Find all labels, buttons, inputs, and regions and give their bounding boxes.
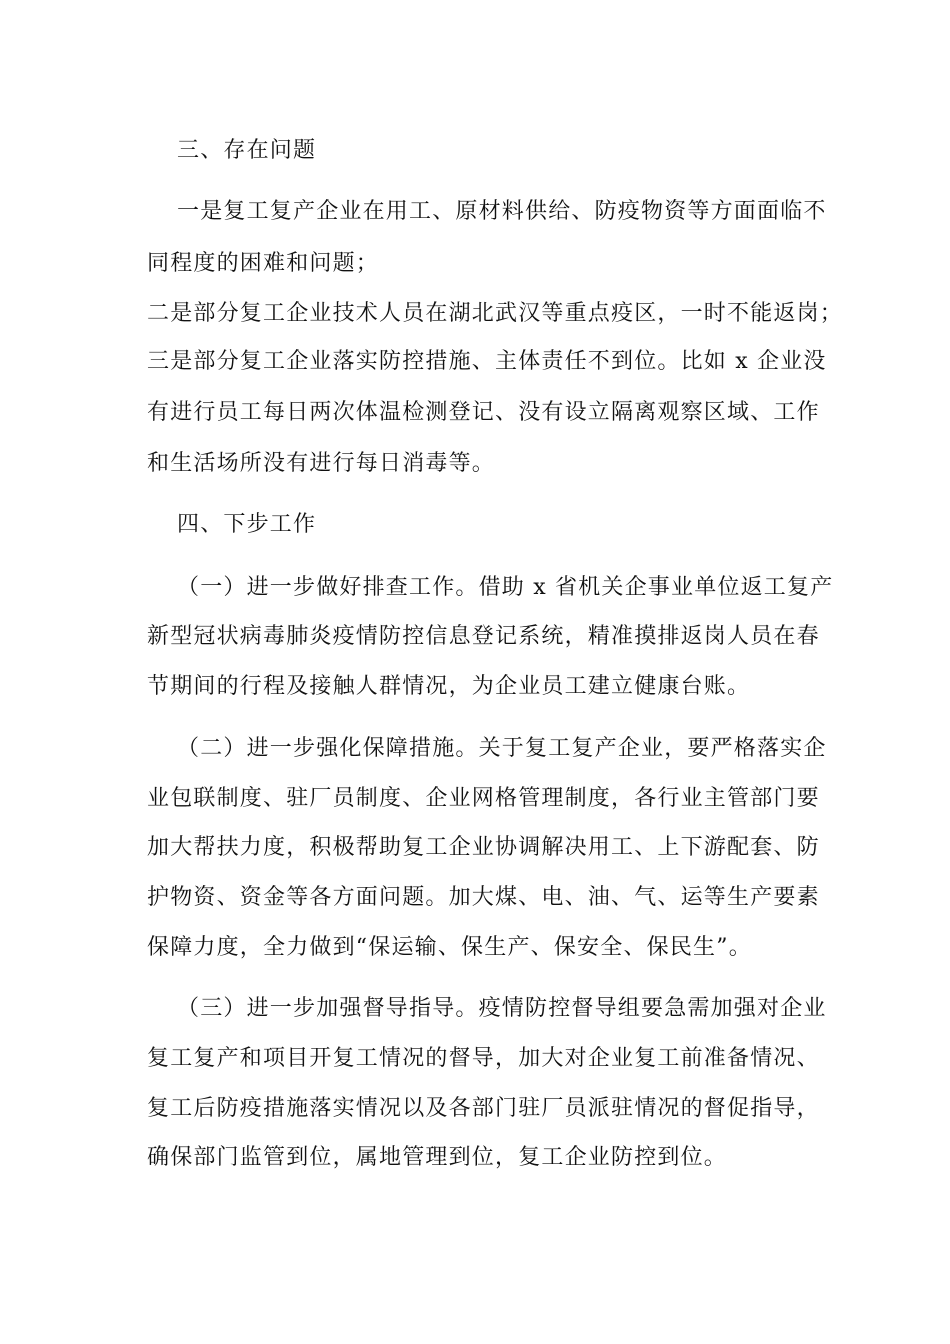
- text-line: 新型冠状病毒肺炎疫情防控信息登记系统，精准摸排返岗人员在春: [147, 624, 820, 649]
- text-line: 加大帮扶力度，积极帮助复工企业协调解决用工、上下游配套、防: [147, 835, 820, 860]
- text-line: 复工后防疫措施落实情况以及各部门驻厂员派驻情况的督促指导，: [147, 1096, 820, 1121]
- section-heading-problems: 三、存在问题: [177, 138, 317, 163]
- text-line: 业包联制度、驻厂员制度、企业网格管理制度，各行业主管部门要: [147, 786, 820, 811]
- text-line: （一）进一步做好排查工作。借助 x 省机关企事业单位返工复产: [177, 575, 834, 600]
- section-heading-next-steps: 四、下步工作: [177, 512, 317, 537]
- text-line: 二是部分复工企业技术人员在湖北武汉等重点疫区，一时不能返岗；: [147, 301, 844, 326]
- text-line: 保障力度，全力做到“保运输、保生产、保安全、保民生”。: [147, 935, 752, 960]
- text-line: 节期间的行程及接触人群情况，为企业员工建立健康台账。: [147, 674, 751, 699]
- text-line: 三是部分复工企业落实防控措施、主体责任不到位。比如 x 企业没: [147, 349, 827, 374]
- text-line: 有进行员工每日两次体温检测登记、没有设立隔离观察区域、工作: [147, 400, 820, 425]
- text-line: 复工复产和项目开复工情况的督导，加大对企业复工前准备情况、: [147, 1046, 820, 1071]
- text-line: （三）进一步加强督导指导。疫情防控督导组要急需加强对企业: [177, 996, 827, 1021]
- text-line: 同程度的困难和问题；: [147, 251, 380, 276]
- text-line: 和生活场所没有进行每日消毒等。: [147, 451, 496, 476]
- text-line: 确保部门监管到位，属地管理到位，复工企业防控到位。: [147, 1145, 728, 1170]
- text-line: 护物资、资金等各方面问题。加大煤、电、油、气、运等生产要素: [147, 885, 820, 910]
- text-line: 一是复工复产企业在用工、原材料供给、防疫物资等方面面临不: [177, 199, 827, 224]
- text-line: （二）进一步强化保障措施。关于复工复产企业，要严格落实企: [177, 736, 827, 761]
